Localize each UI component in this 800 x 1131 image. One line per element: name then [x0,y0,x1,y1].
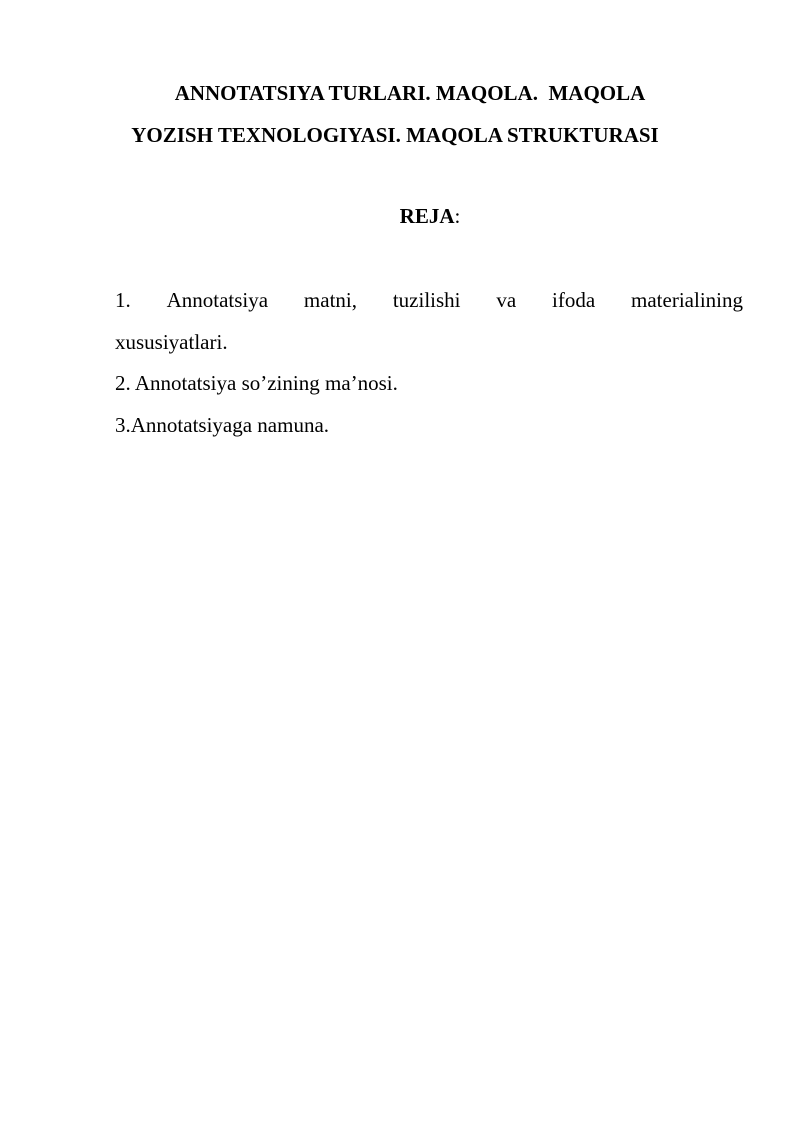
plan-heading-colon: : [454,204,461,228]
plan-item-1-word: Annotatsiya [166,288,269,312]
plan-item-2: 2. Annotatsiya so’zining ma’nosi. [115,371,398,395]
plan-list [115,280,743,446]
document-title [100,72,720,156]
plan-item-1-word: ifoda [552,288,596,312]
plan-heading [100,196,760,236]
title-line-1: ANNOTATSIYA TURLARI. MAQOLA. MAQOLA [174,81,646,105]
plan-item-3: 3.Annotatsiyaga namuna. [115,412,330,437]
plan-item-1-first-line [115,280,743,322]
plan-item-1-continuation: xususiyatlari. [115,329,228,354]
plan-item-1-word: materialining [631,288,743,312]
plan-item-1-word: tuzilishi [392,288,461,312]
plan-item-1 [115,280,743,363]
plan-item-1-word: matni, [303,288,357,312]
title-line-2: YOZISH TEXNOLOGIYASI. MAQOLA STRUKTURASI [131,123,659,147]
plan-heading-label: REJA [399,204,455,228]
plan-item-1-word: 1. [115,288,131,312]
plan-item-1-word: va [496,288,517,312]
